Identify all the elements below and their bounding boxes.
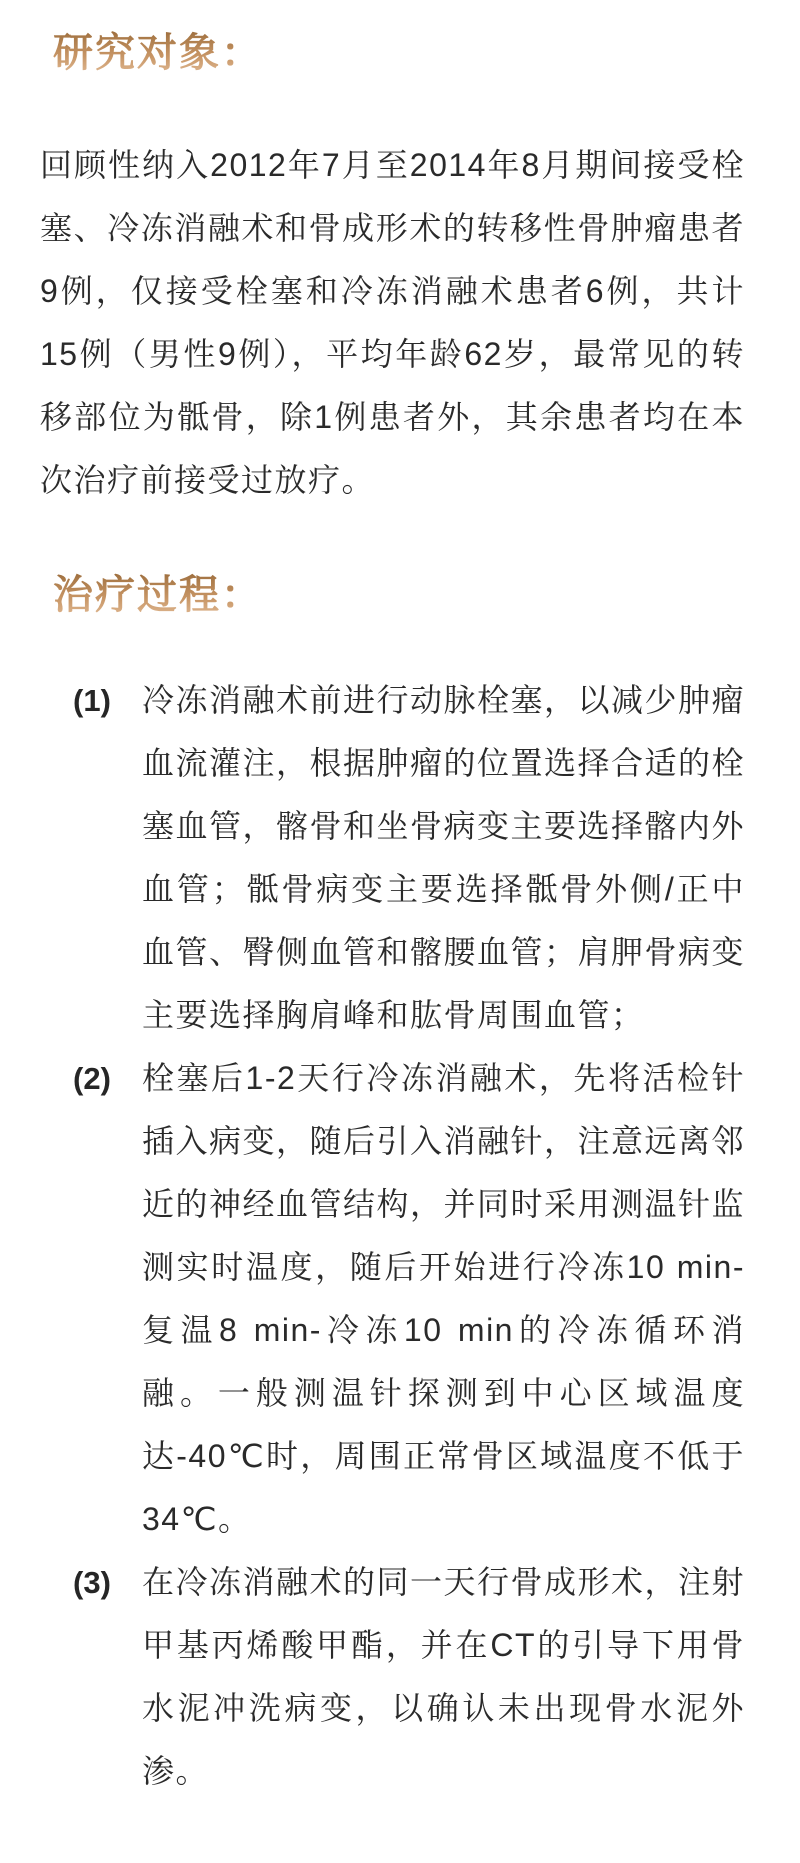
list-item-text: 栓塞后1-2天行冷冻消融术，先将活检针插入病变，随后引入消融针，注意远离邻近的神经血管结构，并同时采用测温针监测实时温度，随后开始进行冷冻10 min-复温8 min-冷冻10 min的冷冻循环消融。一般测温针探测到中心区域温度达-40℃时，周围正常骨区域温度不低于34℃。	[142, 1060, 746, 1537]
section-heading-treatment-process: 治疗过程：	[53, 567, 263, 623]
list-item	[40, 1551, 745, 1803]
section-heading-research-subjects: 研究对象：	[53, 25, 263, 81]
research-subjects-paragraph: 回顾性纳入2012年7月至2014年8月期间接受栓塞、冷冻消融术和骨成形术的转移性骨肿瘤患者9例，仅接受栓塞和冷冻消融术患者6例，共计15例（男性9例），平均年龄62岁，最常见的转移部位为骶骨，除1例患者外，其余患者均在本次治疗前接受过放疗。	[40, 147, 745, 498]
list-item-marker: (2)	[73, 1061, 111, 1096]
list-item-marker: (3)	[73, 1565, 111, 1600]
list-item	[40, 669, 745, 1047]
list-item-marker: (1)	[73, 683, 111, 718]
list-item-text: 在冷冻消融术的同一天行骨成形术，注射甲基丙烯酸甲酯，并在CT的引导下用骨水泥冲洗病变，以确认未出现骨水泥外渗。	[142, 1564, 746, 1789]
list-item	[40, 1047, 745, 1551]
list-item-text: 冷冻消融术前进行动脉栓塞，以减少肿瘤血流灌注，根据肿瘤的位置选择合适的栓塞血管，髂骨和坐骨病变主要选择髂内外血管；骶骨病变主要选择骶骨外侧/正中血管、臀侧血管和髂腰血管；肩胛骨病变主要选择胸肩峰和肱骨周围血管；	[142, 682, 746, 1033]
treatment-steps-list	[40, 669, 745, 1803]
